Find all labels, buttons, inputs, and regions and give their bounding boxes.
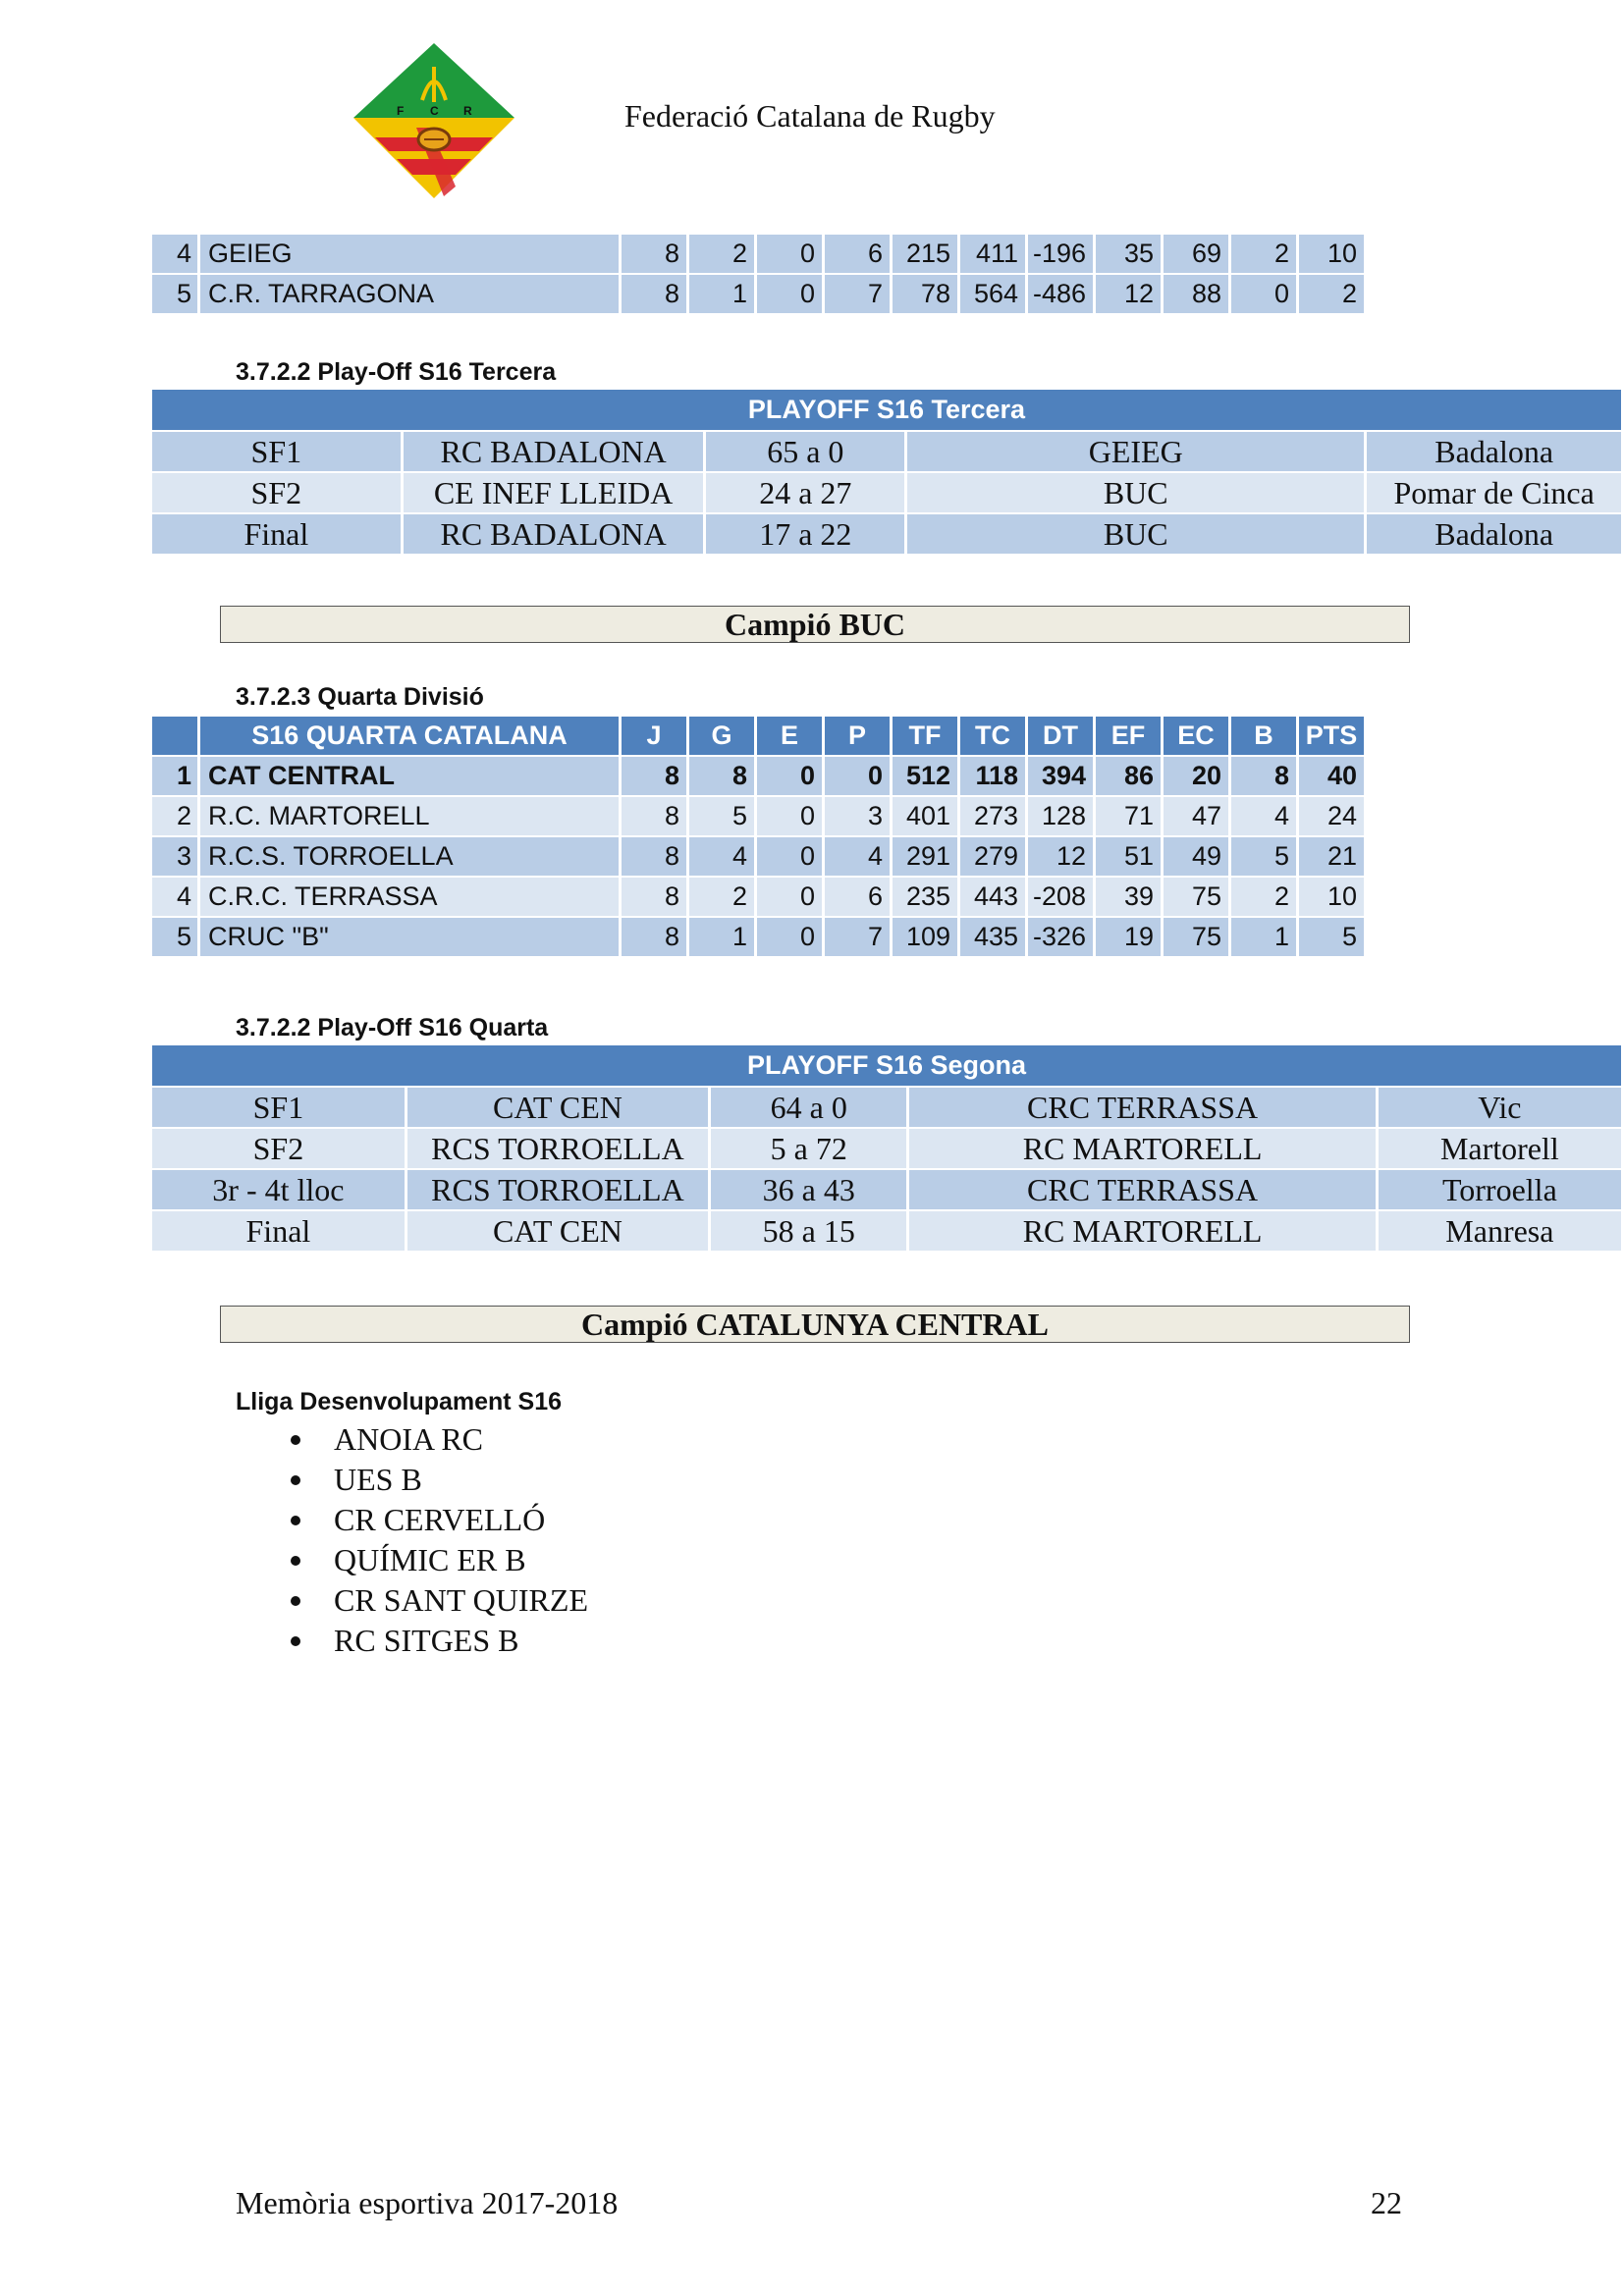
- cell-pts: 5: [1299, 918, 1364, 956]
- fcr-logo: [346, 43, 522, 200]
- home-team: RC BADALONA: [404, 514, 704, 554]
- round: SF1: [152, 432, 401, 471]
- table-header-row: [152, 717, 1364, 755]
- bullet-icon: [291, 1516, 300, 1525]
- venue: Vic: [1379, 1088, 1621, 1127]
- team-name: ANOIA RC: [334, 1421, 484, 1457]
- round: 3r - 4t lloc: [152, 1170, 405, 1209]
- away-team: RC MARTORELL: [909, 1211, 1375, 1251]
- cell-b: 0: [1231, 275, 1296, 313]
- cell-ec: 75: [1164, 878, 1228, 916]
- cell-ef: 39: [1096, 878, 1161, 916]
- cell-g: 2: [689, 235, 754, 273]
- logo-letter-c: C: [430, 104, 439, 118]
- team-name: RC SITGES B: [334, 1623, 519, 1658]
- cell-p: 0: [825, 757, 890, 795]
- section-heading-quarta: 3.7.2.3 Quarta Divisió: [236, 683, 484, 711]
- table-row: [152, 1170, 1621, 1209]
- cell-p: 7: [825, 918, 890, 956]
- column-header-dt: DT: [1028, 717, 1093, 755]
- header-title: Federació Catalana de Rugby: [624, 98, 996, 133]
- cell-b: 1: [1231, 918, 1296, 956]
- away-team: CRC TERRASSA: [909, 1170, 1375, 1209]
- section-heading-playoff-quarta: 3.7.2.2 Play-Off S16 Quarta: [236, 1014, 549, 1041]
- playoff-tercera-table: [149, 388, 1624, 556]
- cell-j: 8: [622, 878, 686, 916]
- position: 3: [152, 837, 197, 876]
- home-team: RC BADALONA: [404, 432, 704, 471]
- away-team: BUC: [907, 473, 1364, 512]
- cell-ec: 75: [1164, 918, 1228, 956]
- cell-pts: 21: [1299, 837, 1364, 876]
- away-team: BUC: [907, 514, 1364, 554]
- cell-j: 8: [622, 235, 686, 273]
- cell-ec: 49: [1164, 837, 1228, 876]
- column-header-tc: TC: [960, 717, 1025, 755]
- position: 1: [152, 757, 197, 795]
- table-title: PLAYOFF S16 Tercera: [152, 390, 1621, 430]
- column-header-e: E: [757, 717, 822, 755]
- cell-ef: 12: [1096, 275, 1161, 313]
- bullet-icon: [291, 1435, 300, 1445]
- section-heading-playoff-tercera: 3.7.2.2 Play-Off S16 Tercera: [236, 358, 557, 386]
- team-name: R.C. MARTORELL: [200, 797, 619, 835]
- cell-e: 0: [757, 757, 822, 795]
- cell-dt: 394: [1028, 757, 1093, 795]
- cell-p: 6: [825, 235, 890, 273]
- cell-g: 4: [689, 837, 754, 876]
- home-team: RCS TORROELLA: [407, 1170, 708, 1209]
- venue: Martorell: [1379, 1129, 1621, 1168]
- cell-e: 0: [757, 235, 822, 273]
- score: 65 a 0: [706, 432, 904, 471]
- team-name: CRUC "B": [200, 918, 619, 956]
- cell-pts: 2: [1299, 275, 1364, 313]
- column-header-team: S16 QUARTA CATALANA: [200, 717, 619, 755]
- score: 64 a 0: [711, 1088, 906, 1127]
- cell-ef: 86: [1096, 757, 1161, 795]
- team-name: CAT CENTRAL: [200, 757, 619, 795]
- cell-b: 2: [1231, 235, 1296, 273]
- cell-dt: -486: [1028, 275, 1093, 313]
- score: 5 a 72: [711, 1129, 906, 1168]
- home-team: RCS TORROELLA: [407, 1129, 708, 1168]
- away-team: GEIEG: [907, 432, 1364, 471]
- score: 58 a 15: [711, 1211, 906, 1251]
- round: SF2: [152, 1129, 405, 1168]
- column-header-ef: EF: [1096, 717, 1161, 755]
- column-header-j: J: [622, 717, 686, 755]
- cell-ec: 20: [1164, 757, 1228, 795]
- column-header-pts: PTS: [1299, 717, 1364, 755]
- position: 4: [152, 878, 197, 916]
- bullet-icon: [291, 1596, 300, 1606]
- round: Final: [152, 514, 401, 554]
- cell-j: 8: [622, 275, 686, 313]
- bullet-icon: [291, 1475, 300, 1485]
- team-name: C.R. TARRAGONA: [200, 275, 619, 313]
- cell-tc: 411: [960, 235, 1025, 273]
- cell-ef: 51: [1096, 837, 1161, 876]
- cell-dt: 12: [1028, 837, 1093, 876]
- cell-p: 7: [825, 275, 890, 313]
- cell-g: 8: [689, 757, 754, 795]
- cell-e: 0: [757, 837, 822, 876]
- table-row: [152, 1129, 1621, 1168]
- round: SF1: [152, 1088, 405, 1127]
- cell-ec: 88: [1164, 275, 1228, 313]
- cell-ec: 47: [1164, 797, 1228, 835]
- cell-g: 2: [689, 878, 754, 916]
- team-name: R.C.S. TORROELLA: [200, 837, 619, 876]
- away-team: CRC TERRASSA: [909, 1088, 1375, 1127]
- venue: Manresa: [1379, 1211, 1621, 1251]
- venue: Badalona: [1367, 432, 1621, 471]
- cell-j: 8: [622, 837, 686, 876]
- table-row: [152, 1088, 1621, 1127]
- cell-tf: 512: [893, 757, 957, 795]
- footer-title: Memòria esportiva 2017-2018: [236, 2185, 619, 2220]
- table-row: [152, 797, 1364, 835]
- table-row: [152, 432, 1621, 471]
- cell-tf: 401: [893, 797, 957, 835]
- cell-dt: -208: [1028, 878, 1093, 916]
- round: Final: [152, 1211, 405, 1251]
- team-name: UES B: [334, 1462, 422, 1497]
- cell-tf: 215: [893, 235, 957, 273]
- table-title-row: [152, 1045, 1621, 1086]
- table-row: [152, 918, 1364, 956]
- score: 17 a 22: [706, 514, 904, 554]
- cell-tc: 118: [960, 757, 1025, 795]
- position: 2: [152, 797, 197, 835]
- table-row: [152, 473, 1621, 512]
- cell-tc: 443: [960, 878, 1025, 916]
- table-row: [152, 757, 1364, 795]
- home-team: CE INEF LLEIDA: [404, 473, 704, 512]
- logo-letter-r: R: [463, 104, 472, 118]
- cell-tf: 235: [893, 878, 957, 916]
- table-row: [152, 275, 1364, 313]
- tercera-standings-table: [149, 233, 1367, 315]
- cell-e: 0: [757, 797, 822, 835]
- cell-j: 8: [622, 918, 686, 956]
- list-item: [285, 1580, 588, 1621]
- column-header-p: P: [825, 717, 890, 755]
- home-team: CAT CEN: [407, 1211, 708, 1251]
- away-team: RC MARTORELL: [909, 1129, 1375, 1168]
- bullet-icon: [291, 1636, 300, 1646]
- champion-box-tercera: Campió BUC: [220, 606, 1410, 643]
- cell-e: 0: [757, 275, 822, 313]
- cell-pts: 40: [1299, 757, 1364, 795]
- cell-p: 3: [825, 797, 890, 835]
- quarta-standings-table: [149, 715, 1367, 958]
- cell-tf: 78: [893, 275, 957, 313]
- venue: Torroella: [1379, 1170, 1621, 1209]
- cell-g: 1: [689, 275, 754, 313]
- team-name: CR CERVELLÓ: [334, 1502, 546, 1537]
- cell-dt: -196: [1028, 235, 1093, 273]
- table-row: [152, 878, 1364, 916]
- section-heading-desenvolupament: Lliga Desenvolupament S16: [236, 1388, 563, 1415]
- desenvolupament-team-list: [285, 1419, 588, 1661]
- table-row: [152, 514, 1621, 554]
- round: SF2: [152, 473, 401, 512]
- cell-j: 8: [622, 757, 686, 795]
- cell-tc: 273: [960, 797, 1025, 835]
- list-item: [285, 1460, 588, 1500]
- column-header-position: [152, 717, 197, 755]
- cell-pts: 10: [1299, 878, 1364, 916]
- cell-dt: 128: [1028, 797, 1093, 835]
- list-item: [285, 1500, 588, 1540]
- venue: Pomar de Cinca: [1367, 473, 1621, 512]
- cell-g: 5: [689, 797, 754, 835]
- score: 24 a 27: [706, 473, 904, 512]
- table-row: [152, 1211, 1621, 1251]
- bullet-icon: [291, 1556, 300, 1566]
- playoff-quarta-table: [149, 1043, 1624, 1253]
- team-name: C.R.C. TERRASSA: [200, 878, 619, 916]
- cell-tc: 564: [960, 275, 1025, 313]
- table-row: [152, 235, 1364, 273]
- cell-ec: 69: [1164, 235, 1228, 273]
- column-header-ec: EC: [1164, 717, 1228, 755]
- cell-pts: 24: [1299, 797, 1364, 835]
- team-name: GEIEG: [200, 235, 619, 273]
- cell-ef: 71: [1096, 797, 1161, 835]
- list-item: [285, 1621, 588, 1661]
- cell-tf: 291: [893, 837, 957, 876]
- cell-j: 8: [622, 797, 686, 835]
- table-row: [152, 837, 1364, 876]
- cell-p: 6: [825, 878, 890, 916]
- cell-g: 1: [689, 918, 754, 956]
- cell-tc: 435: [960, 918, 1025, 956]
- column-header-b: B: [1231, 717, 1296, 755]
- logo-letter-f: F: [397, 104, 405, 118]
- cell-tf: 109: [893, 918, 957, 956]
- list-item: [285, 1540, 588, 1580]
- home-team: CAT CEN: [407, 1088, 708, 1127]
- column-header-g: G: [689, 717, 754, 755]
- cell-b: 4: [1231, 797, 1296, 835]
- list-item: [285, 1419, 588, 1460]
- cell-tc: 279: [960, 837, 1025, 876]
- cell-dt: -326: [1028, 918, 1093, 956]
- venue: Badalona: [1367, 514, 1621, 554]
- cell-b: 2: [1231, 878, 1296, 916]
- cell-b: 8: [1231, 757, 1296, 795]
- table-title: PLAYOFF S16 Segona: [152, 1045, 1621, 1086]
- score: 36 a 43: [711, 1170, 906, 1209]
- cell-e: 0: [757, 878, 822, 916]
- cell-pts: 10: [1299, 235, 1364, 273]
- column-header-tf: TF: [893, 717, 957, 755]
- champion-box-quarta: Campió CATALUNYA CENTRAL: [220, 1306, 1410, 1343]
- cell-e: 0: [757, 918, 822, 956]
- page-number: 22: [1371, 2185, 1402, 2220]
- position: 5: [152, 918, 197, 956]
- table-title-row: [152, 390, 1621, 430]
- cell-b: 5: [1231, 837, 1296, 876]
- position: 4: [152, 235, 197, 273]
- position: 5: [152, 275, 197, 313]
- cell-ef: 19: [1096, 918, 1161, 956]
- cell-p: 4: [825, 837, 890, 876]
- cell-ef: 35: [1096, 235, 1161, 273]
- team-name: CR SANT QUIRZE: [334, 1582, 588, 1618]
- team-name: QUÍMIC ER B: [334, 1542, 526, 1577]
